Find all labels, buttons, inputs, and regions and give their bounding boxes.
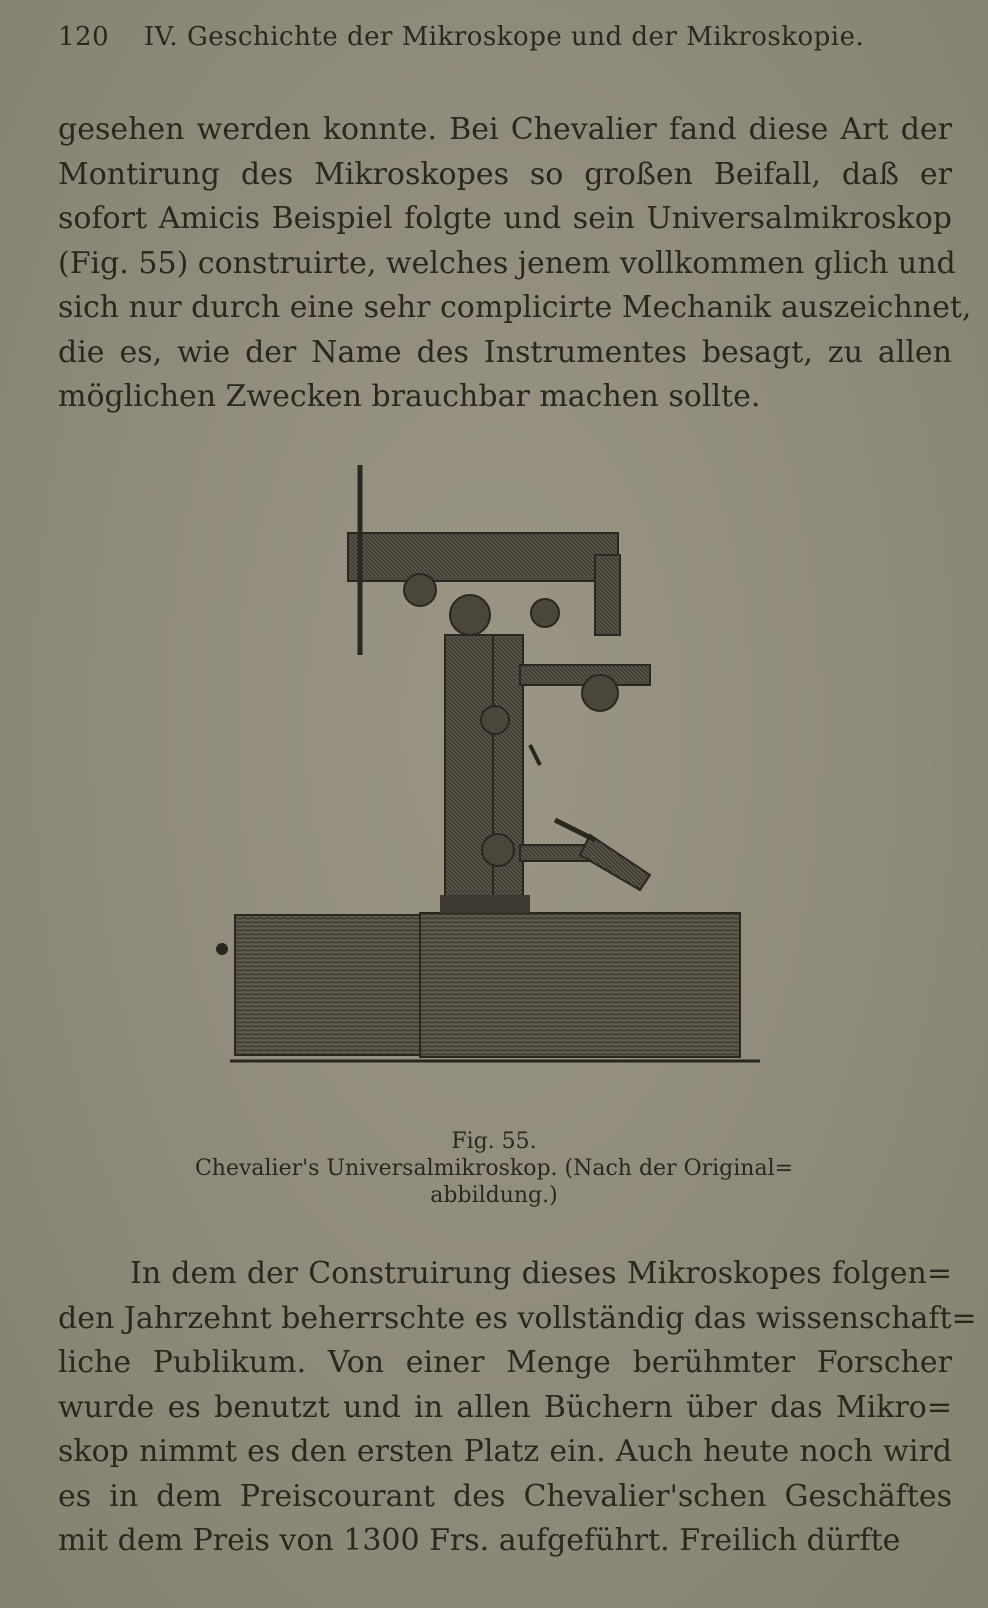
text-line: sich nur durch eine sehr complicirte Mechanik auszeichnet, [58,290,972,325]
figure-caption [160,1128,828,1209]
text-line: es in dem Preiscourant des Chevalier'schen Geschäftes [58,1478,952,1514]
text-line: möglichen Zwecken brauchbar machen sollte. [58,379,761,414]
text-line: liche Publikum. Von einer Menge berühmter Forscher [58,1345,952,1380]
page-number: 120 [58,22,110,52]
caption-line: abbildung.) [430,1183,558,1208]
text-line: gesehen werden konnte. Bei Chevalier fand diese Art der [58,112,952,147]
text-line: sofort Amicis Beispiel folgte und sein Universalmikroskop [58,201,952,236]
text-line: die es, wie der Name des Instrumentes besagt, zu allen [58,334,952,370]
figure-label: Fig. 55. [451,1129,537,1154]
running-head [58,22,948,52]
text-line: (Fig. 55) construirte, welches jenem vollkommen glich und [58,245,956,281]
microscope-illustration [200,465,800,1105]
caption-line: Chevalier's Universalmikroskop. (Nach der Original= [194,1156,794,1181]
text-line: mit dem Preis von 1300 Frs. aufgeführt. Freilich dürfte [58,1523,901,1558]
text-line: In dem der Construirung dieses Mikroskopes folgen= [130,1256,952,1291]
paragraph-2 [58,1252,977,1564]
text-line: wurde es benutzt und in allen Büchern über das Mikro= [58,1389,952,1425]
text-line: den Jahrzehnt beherrschte es vollständig das wissenschaft= [58,1300,977,1336]
text-line: skop nimmt es den ersten Platz ein. Auch heute noch wird [58,1434,952,1469]
text-line: Montirung des Mikroskopes so großen Beifall, daß er [58,156,952,192]
running-head-title: IV. Geschichte der Mikroskope und der Mikroskopie. [143,22,865,52]
paragraph-1 [58,108,972,420]
